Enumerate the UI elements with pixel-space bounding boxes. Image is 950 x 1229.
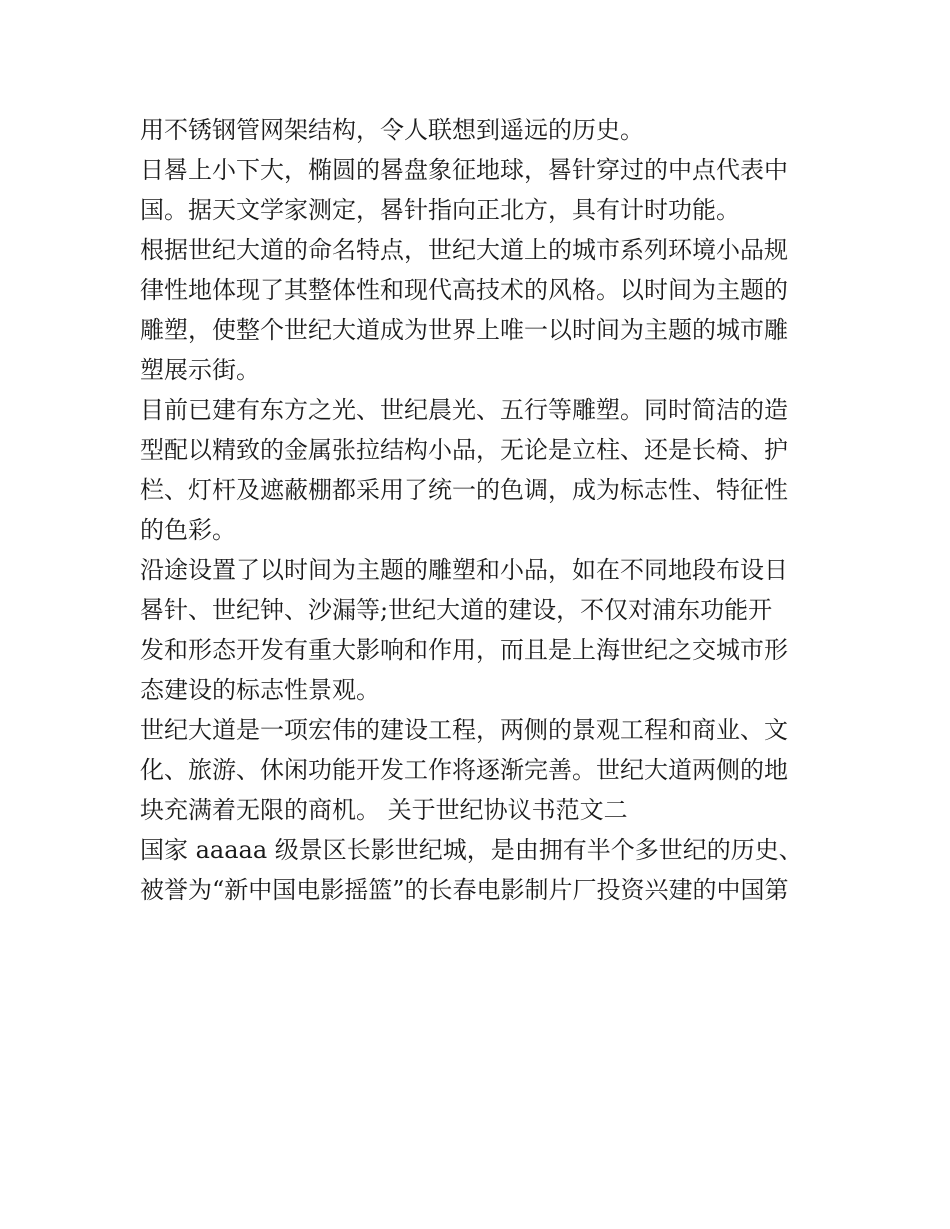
text-line: 塑展示街。 — [140, 356, 260, 384]
text-line: 根据世纪大道的命名特点，世纪大道上的城市系列环境小品规 — [140, 236, 788, 264]
text-line: 目前已建有东方之光、世纪晨光、五行等雕塑。同时简洁的造 — [140, 396, 788, 424]
text-line: 雕塑，使整个世纪大道成为世界上唯一以时间为主题的城市雕 — [140, 316, 788, 344]
text-line: 态建设的标志性景观。 — [140, 676, 380, 704]
text-line: 的色彩。 — [140, 516, 236, 544]
text-line: 国家 aaaaa 级景区长影世纪城，是由拥有半个多世纪的历史、 — [140, 836, 803, 864]
text-line: 晷针、世纪钟、沙漏等;世纪大道的建设，不仅对浦东功能开 — [140, 596, 773, 624]
text-line: 日晷上小下大，椭圆的晷盘象征地球，晷针穿过的中点代表中 — [140, 156, 788, 184]
text-line: 发和形态开发有重大影响和作用，而且是上海世纪之交城市形 — [140, 636, 788, 664]
text-line: 沿途设置了以时间为主题的雕塑和小品，如在不同地段布设日 — [140, 556, 788, 584]
text-line: 化、旅游、休闲功能开发工作将逐渐完善。世纪大道两侧的地 — [140, 756, 788, 784]
text-line: 用不锈钢管网架结构，令人联想到遥远的历史。 — [140, 116, 644, 144]
text-line: 国。据天文学家测定，晷针指向正北方，具有计时功能。 — [140, 196, 740, 224]
text-line: 型配以精致的金属张拉结构小品，无论是立柱、还是长椅、护 — [140, 436, 788, 464]
document-body — [140, 110, 812, 910]
text-line: 栏、灯杆及遮蔽棚都采用了统一的色调，成为标志性、特征性 — [140, 476, 788, 504]
text-line: 块充满着无限的商机。 关于世纪协议书范文二 — [140, 796, 628, 824]
text-line: 被誉为“新中国电影摇篮”的长春电影制片厂投资兴建的中国第 — [140, 876, 789, 904]
text-line: 律性地体现了其整体性和现代高技术的风格。以时间为主题的 — [140, 276, 788, 304]
text-line: 世纪大道是一项宏伟的建设工程，两侧的景观工程和商业、文 — [140, 716, 788, 744]
